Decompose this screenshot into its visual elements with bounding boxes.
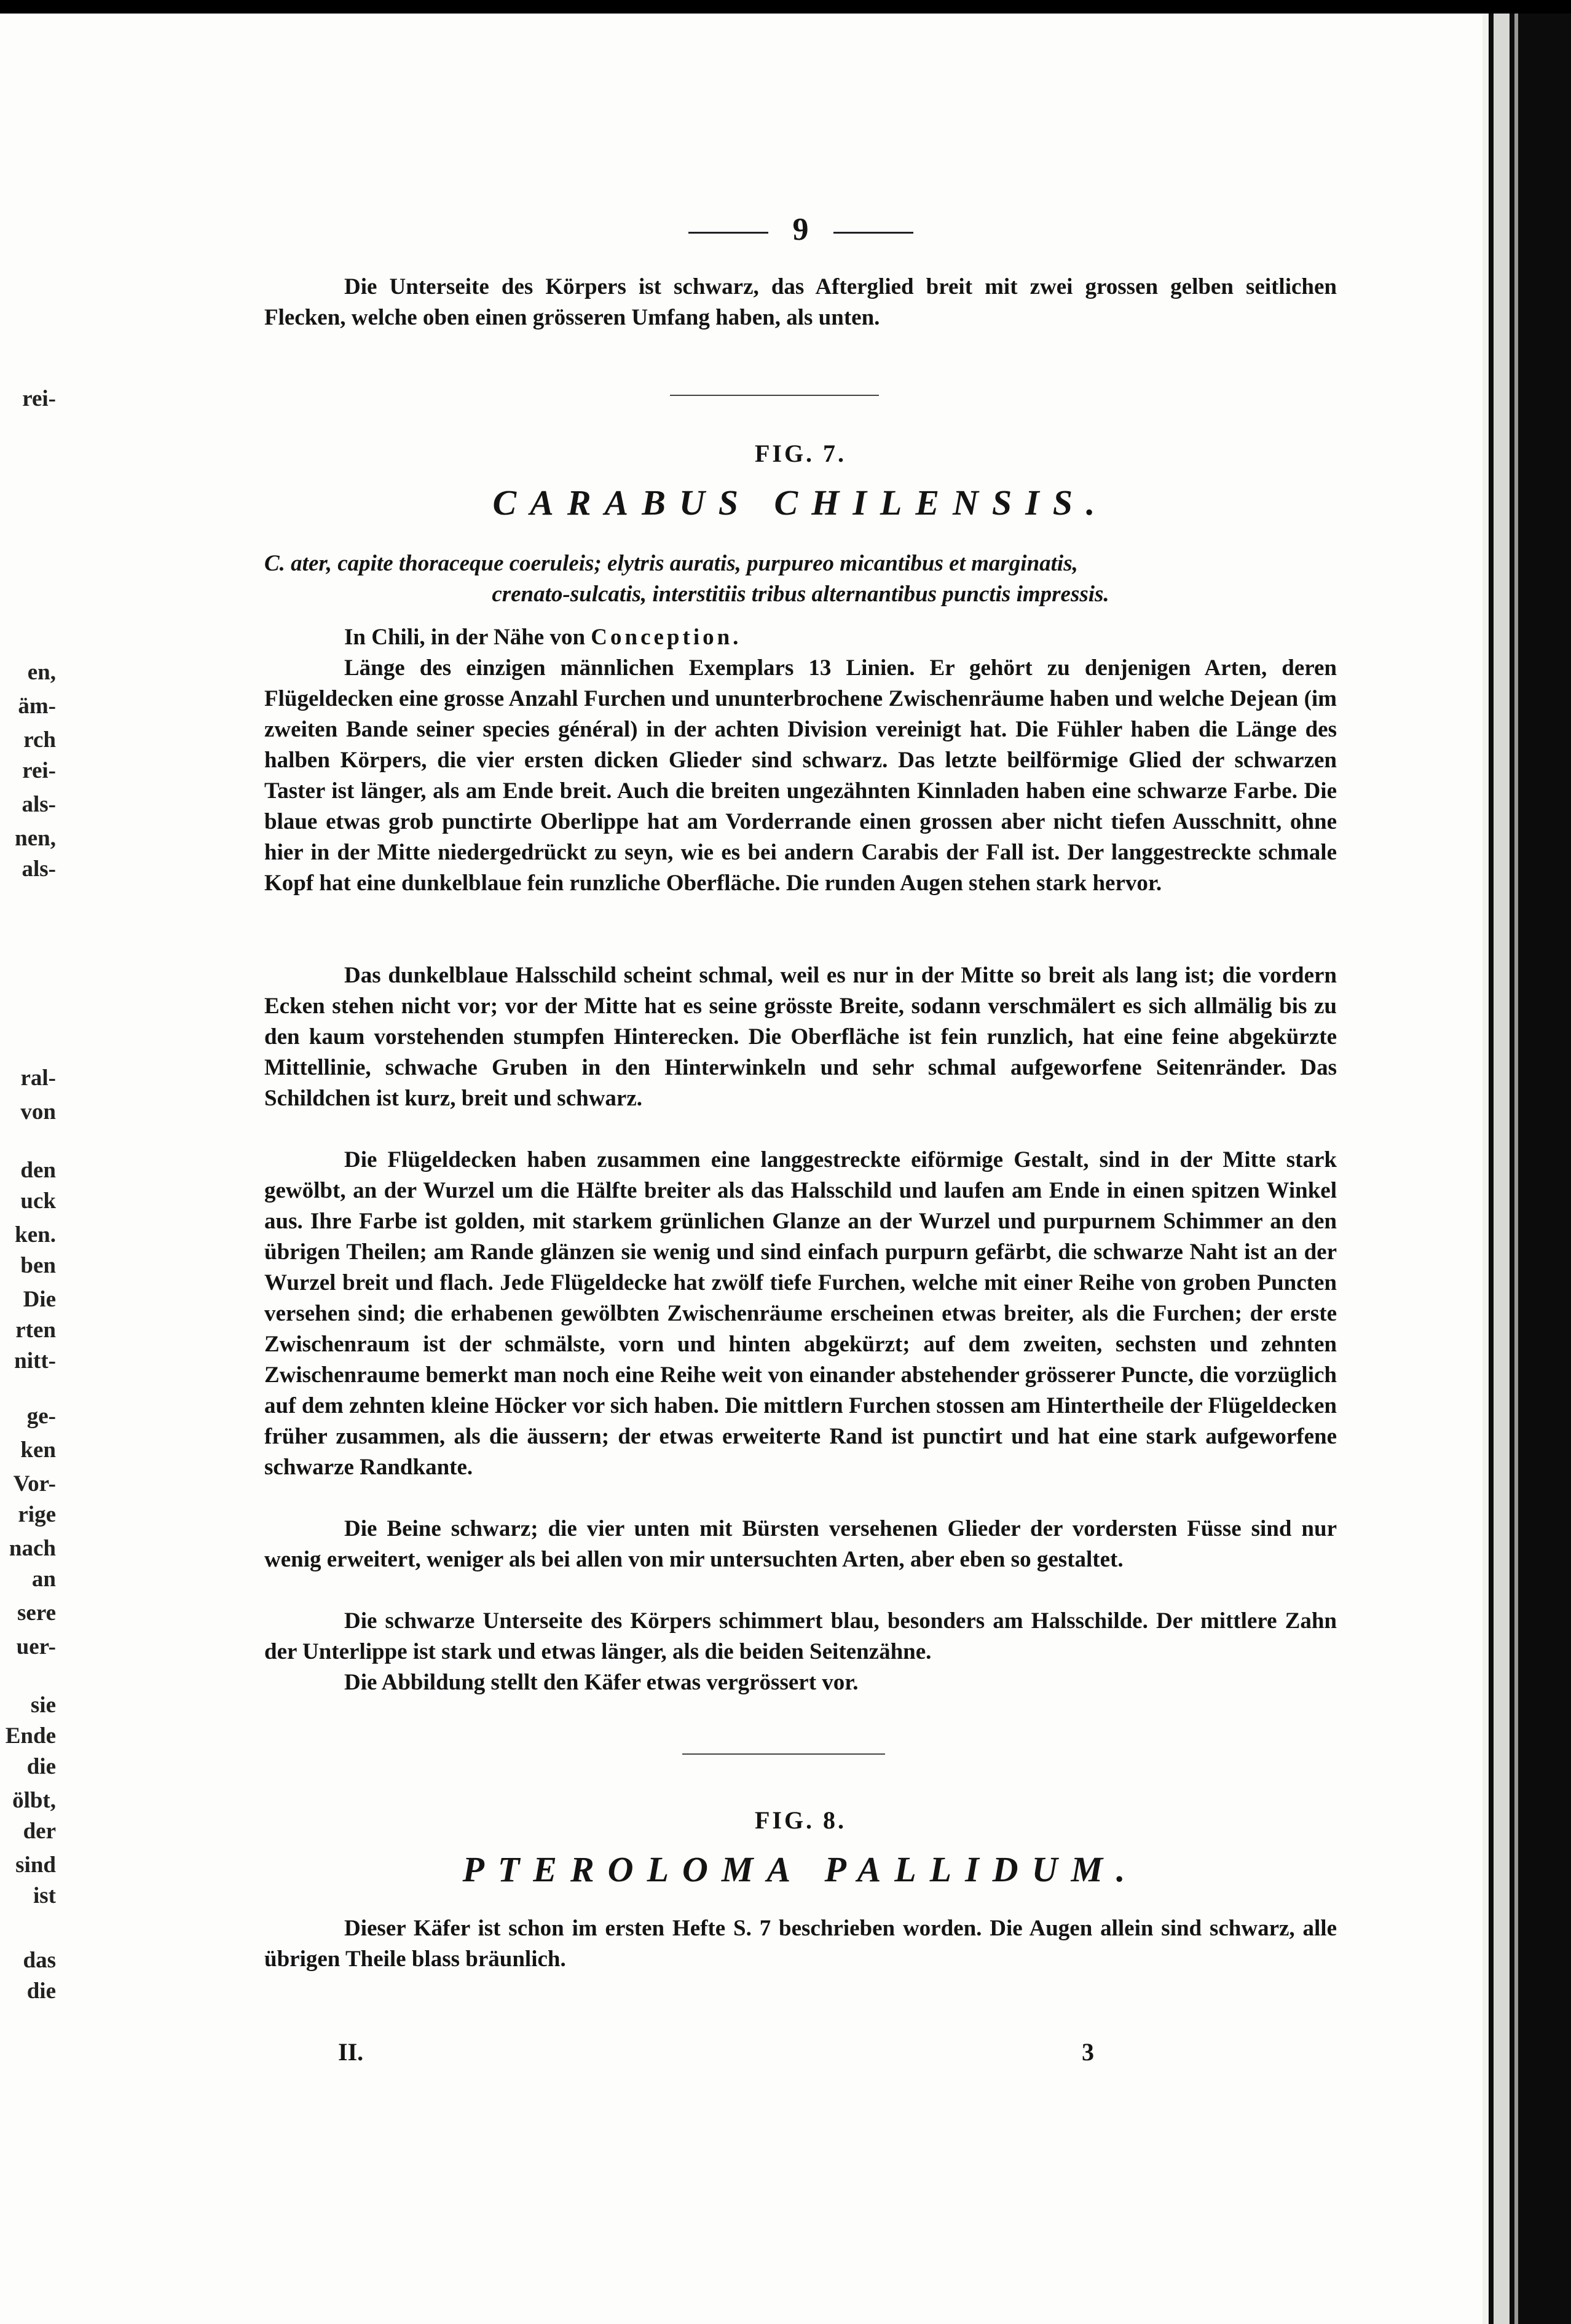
fig7-locality: [264, 622, 1337, 653]
gutter-fragment: uck: [20, 1188, 56, 1214]
gutter-fragment: Ende: [5, 1723, 56, 1749]
locality-text: In Chili, in der Nähe von: [344, 625, 591, 650]
signature-mark: II.: [338, 2038, 364, 2066]
gutter-fragment: Vor-: [13, 1471, 56, 1496]
fig8-title: PTEROLOMA PALLIDUM.: [462, 1849, 1139, 1889]
fig7-paragraph-1: Länge des einzigen männlichen Exemplars 13 Linien. Er gehört zu denjenigen Arten, deren Flügeldecken eine grosse Anzahl Furchen und ununterbrochene Zwischenräume haben und welche Dejean (im zweiten Bande seiner species général) in der achten Division vereinigt hat. Die Fühler haben die Länge des halben Körpers, die vier ersten dicken Glieder sind schwarz. Das letzte beilförmige Glied der schwarzen Taster ist länger, als am Ende breit. Auch die breiten ungezähnten Kinnladen haben eine schwarze Farbe. Die blaue etwas grob punctirte Oberlippe hat am Vorderrande einen grossen aber nicht tiefen Ausschnitt, ohne hier in der Mitte niedergedrückt zu seyn, wie es bei andern Carabis der Fall ist. Der langgestreckte schmale Kopf hat eine dunkelblaue fein runzliche Oberfläche. Die runden Augen stehen stark hervor.: [264, 655, 1337, 896]
section-divider: [682, 1753, 885, 1755]
gutter-fragment: der: [23, 1819, 56, 1844]
gutter-fragment: nach: [9, 1536, 56, 1561]
gutter-fragment: rei-: [22, 758, 56, 783]
gutter-fragment: von: [20, 1099, 56, 1124]
header-rule-right: [833, 232, 913, 234]
gutter-fragment: rch: [23, 727, 56, 753]
fig7-title: CARABUS CHILENSIS.: [492, 483, 1109, 523]
facing-page-fragment: [0, 14, 58, 2324]
gutter-fragment: ölbt,: [12, 1788, 56, 1813]
gutter-fragment: die: [26, 1754, 56, 1779]
fig7-paragraph-2: Das dunkelblaue Halsschild scheint schmal, weil es nur in der Mitte so breit als lang ist; die vordern Ecken stehen nicht vor; vor der Mitte hat es seine grösste Breite, sodann verschmälert es sich allmälig bis zu den kaum vorstehenden stumpfen Hinterecken. Die Oberfläche ist fein runzlich, hat eine feine abgekürzte Mittellinie, schwache Gruben in den Hinterwinkeln und sehr schmal aufgeworfene Seitenränder. Das Schildchen ist kurz, breit und schwarz.: [264, 963, 1337, 1111]
intro-paragraph: Die Unterseite des Körpers ist schwarz, das Afterglied breit mit zwei grossen gelben seitlichen Flecken, welche oben einen grösseren Umfang haben, als unten.: [264, 274, 1337, 330]
gutter-fragment: rige: [18, 1502, 56, 1527]
gutter-fragment: den: [20, 1158, 56, 1183]
gutter-fragment: ge-: [26, 1404, 56, 1429]
fig7-diagnosis-line2: crenato-sulcatis, interstitiis tribus alternantibus punctis impressis.: [492, 582, 1109, 607]
gutter-fragment: sere: [17, 1600, 56, 1626]
fig7-paragraph-5: Die schwarze Unterseite des Körpers schimmert blau, besonders am Halsschilde. Der mittlere Zahn der Unterlippe ist stark und etwas länger, als die beiden Seitenzähne.: [264, 1608, 1337, 1664]
gutter-fragment: sie: [30, 1693, 56, 1718]
section-divider: [670, 395, 879, 396]
gutter-fragment: an: [31, 1567, 56, 1592]
gutter-fragment: uer-: [16, 1634, 56, 1659]
fig7-label: FIG. 7.: [754, 440, 847, 467]
page-number: 9: [792, 212, 809, 247]
fig7-diagnosis: [264, 548, 1337, 610]
book-page: [0, 14, 1487, 2324]
gutter-fragment: als-: [22, 856, 56, 882]
gutter-fragment: äm-: [18, 694, 56, 719]
locality-place: Conception.: [591, 625, 742, 650]
sheet-number: 3: [1082, 2038, 1094, 2066]
gutter-fragment: rten: [15, 1318, 56, 1343]
gutter-fragment: die: [26, 1978, 56, 2004]
fig7-diagnosis-line1: C. ater, capite thoraceque coeruleis; elytris auratis, purpureo micantibus et marginatis,: [264, 551, 1078, 576]
page-edge: [1482, 14, 1489, 2324]
gutter-fragment: ken: [20, 1437, 56, 1463]
gutter-fragment: en,: [27, 660, 56, 685]
fig7-paragraph-6: Die Abbildung stellt den Käfer etwas vergrössert vor.: [344, 1670, 859, 1695]
fig7-paragraph-3: Die Flügeldecken haben zusammen eine langgestreckte eiförmige Gestalt, sind in der Mitte stark gewölbt, an der Wurzel um die Hälfte breiter als das Halsschild und laufen am Ende in einen spitzen Winkel aus. Ihre Farbe ist golden, mit starkem grünlichen Glanze an der Wurzel und purpurnem Schimmer an den übrigen Theilen; am Rande glänzen sie wenig und sind einfach purpurn gefärbt, die schwarze Naht ist an der Wurzel breit und flach. Jede Flügeldecke hat zwölf tiefe Furchen, welche mit einer Reihe von groben Puncten versehen sind; die erhabenen gewölbten Zwischenräume erscheinen etwas breiter, als die Furchen; der erste Zwischenraum ist der schmälste, vorn und hinten abgekürzt; auf dem zweiten, sechsten und zehnten Zwischenraume bemerkt man noch eine Reihe weit von einander abstehender grösserer Puncte, die vorzüglich auf dem zehnten kleine Höcker vor sich haben. Die mittlern Furchen stossen am Hintertheile der Flügeldecken früher zusammen, als die äussern; der etwas erweiterte Rand ist punctirt und hat eine stark aufgeworfene schwarze Randkante.: [264, 1147, 1337, 1480]
fig7-paragraph-4: Die Beine schwarz; die vier unten mit Bürsten versehenen Glieder der vordersten Füsse sind nur wenig erweitert, weniger als bei allen von mir untersuchten Arten, aber eben so gestaltet.: [264, 1516, 1337, 1572]
gutter-fragment: das: [23, 1948, 56, 1973]
gutter-fragment: ist: [33, 1883, 56, 1908]
gutter-fragment: Die: [23, 1287, 56, 1312]
fig8-label: FIG. 8.: [754, 1806, 847, 1834]
page-edge: [1514, 14, 1518, 2324]
gutter-fragment: als-: [22, 792, 56, 817]
gutter-fragment: ben: [20, 1253, 56, 1278]
gutter-fragment: sind: [15, 1852, 56, 1878]
page-edge: [1494, 14, 1510, 2324]
page-edges: [1482, 14, 1571, 2324]
page-header: [264, 211, 1337, 248]
gutter-fragment: nen,: [15, 826, 56, 851]
gutter-fragment: ral-: [20, 1065, 56, 1091]
gutter-fragment: ken.: [15, 1222, 56, 1247]
fig8-paragraph: Dieser Käfer ist schon im ersten Hefte S. 7 beschrieben worden. Die Augen allein sind schwarz, alle übrigen Theile blass bräunlich.: [264, 1916, 1337, 1972]
header-rule-left: [688, 232, 768, 234]
gutter-fragment: rei-: [22, 386, 56, 411]
gutter-fragment: nitt-: [14, 1348, 56, 1373]
